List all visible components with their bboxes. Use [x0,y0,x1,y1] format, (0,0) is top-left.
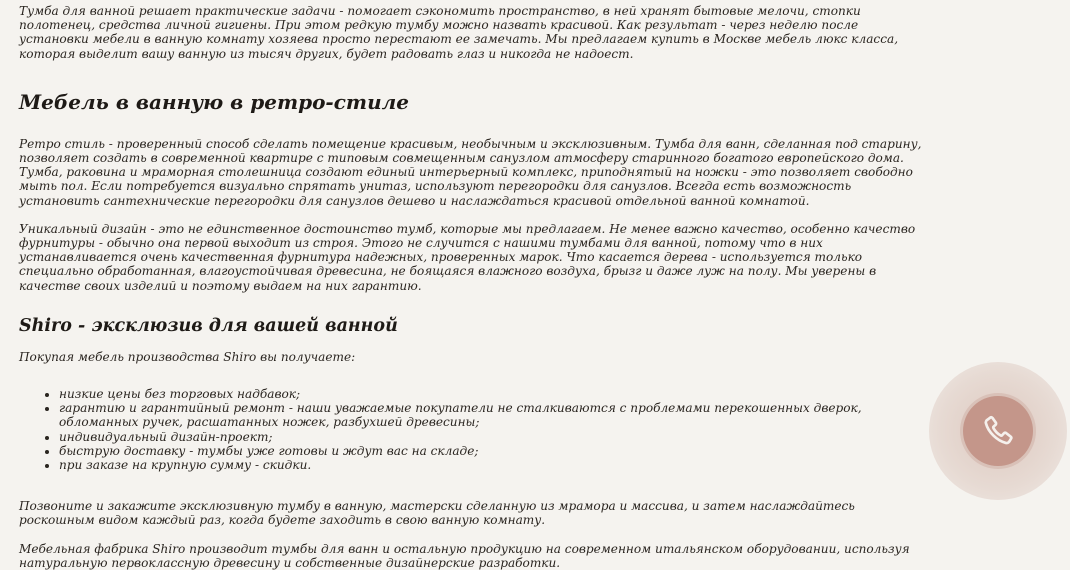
retro-section-heading: Мебель в ванную в ретро-стиле [19,89,409,114]
benefits-list [19,387,931,472]
shiro-intro-paragraph: Покупая мебель производства Shiro вы получаете: [19,349,356,364]
callback-widget[interactable] [929,362,1067,500]
article-content [19,4,931,570]
shiro-section-heading: Shiro - эксклюзив для вашей ванной [19,315,398,336]
retro-paragraph-1: Ретро стиль - проверенный способ сделать помещение красивым, необычным и эксклюзивным. Тумба для ванн, сделанная под старину, позволяет создать в современной квартире с типовым совмещенным санузлом атмосферу старинного богатого европейского дома. Тумба, раковина и мраморная столешница создают единый интерьерный комплекс, приподнятый на ножки - это позволяет свободно мыть пол. Если потребуется визуально спрятать унитаз, используют перегородки для санузлов. Всегда есть возможность установить сантехнические перегородки для санузлов дешево и наслаждаться красивой отдельной ванной комнатой. [19,136,922,208]
list-item: • при заказе на крупную сумму - скидки. [59,458,931,472]
phone-icon [981,414,1015,448]
factory-paragraph: Мебельная фабрика Shiro производит тумбы для ванн и остальную продукцию на современном итальянском оборудовании, используя натуральную первоклассную древесину и собственные дизайнерские разработки. [19,541,910,570]
list-item: • быструю доставку - тумбы уже готовы и ждут вас на складе; [59,444,931,458]
list-item: • гарантию и гарантийный ремонт - наши уважаемые покупатели не сталкиваются с проблемами перекошенных дверок, обломанных ручек, расшатанных ножек, разбухшей древесины; [59,401,931,429]
call-paragraph: Позвоните и закажите эксклюзивную тумбу в ванную, мастерски сделанную из мрамора и массива, и затем наслаждайтесь роскошным видом каждый раз, когда будете заходить в свою ванную комнату. [19,499,855,528]
intro-paragraph: Тумба для ванной решает практические задачи - помогает сэкономить пространство, в ней хранят бытовые мелочи, стопки полотенец, средства личной гигиены. При этом редкую тумбу можно назвать красивой. Как результат - через неделю после установки мебели в ванную комнату хозяева просто перестают ее замечать. Мы предлагаем купить в Москве мебель люкс класса, которая выделит вашу ванную из тысяч других, будет радовать глаз и никогда не надоест. [19,4,899,61]
list-item: • индивидуальный дизайн-проект; [59,430,931,444]
retro-paragraph-2: Уникальный дизайн - это не единственное достоинство тумб, которые мы предлагаем. Не менее важно качество, особенно качество фурнитуры - обычно она первой выходит из строя. Этого не случится с нашими тумбами для ванной, потому что в них устанавливается очень качественная фурнитура надежных, проверенных марок. Что касается дерева - используется только специально обработанная, влагоустойчивая древесина, не боящаяся влажного воздуха, брызг и даже луж на полу. Мы уверены в качестве своих изделий и поэтому выдаем на них гарантию. [19,221,916,293]
call-button[interactable] [963,396,1033,466]
list-item: • низкие цены без торговых надбавок; [59,387,931,401]
